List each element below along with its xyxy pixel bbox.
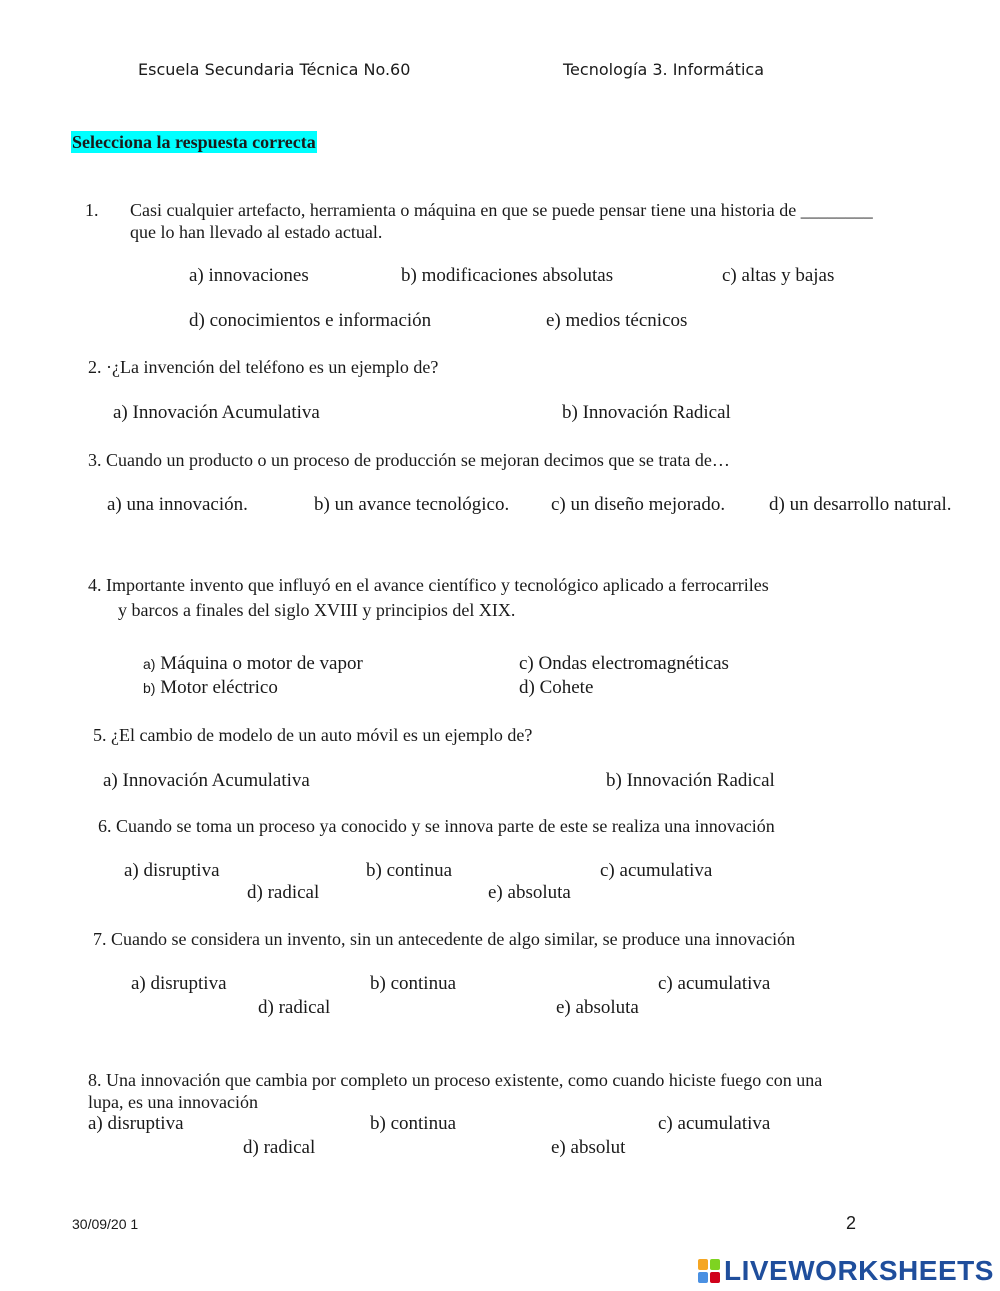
q8-option-a[interactable]: a) disruptiva (88, 1113, 184, 1134)
q1-option-e[interactable]: e) medios técnicos (546, 310, 688, 331)
liveworksheets-logo[interactable] (698, 1256, 994, 1286)
page-number: 2 (846, 1213, 857, 1233)
q6-option-e[interactable]: e) absoluta (488, 882, 571, 903)
q8-option-b[interactable]: b) continua (370, 1113, 457, 1134)
q3-option-d[interactable]: d) un desarrollo natural. (769, 494, 952, 515)
q4-option-d[interactable]: d) Cohete (519, 677, 594, 698)
q4-option-a-letter: a) (143, 656, 156, 672)
q7-option-c[interactable]: c) acumulativa (658, 973, 771, 994)
q1-option-d[interactable]: d) conocimientos e información (189, 310, 432, 331)
footer-date: 30/09/20 1 (72, 1216, 139, 1232)
q5-option-a[interactable]: a) Innovación Acumulativa (103, 770, 310, 791)
question-1-number: 1. (85, 200, 99, 220)
q6-option-b[interactable]: b) continua (366, 860, 453, 881)
q8-option-e[interactable]: e) absolut (551, 1137, 626, 1158)
question-6-text: 6. Cuando se toma un proceso ya conocido y se innova parte de este se realiza una innovación (98, 816, 775, 836)
q7-option-d[interactable]: d) radical (258, 997, 331, 1018)
q7-option-a[interactable]: a) disruptiva (131, 973, 227, 994)
q8-option-d[interactable]: d) radical (243, 1137, 316, 1158)
school-name: Escuela Secundaria Técnica No.60 (138, 60, 411, 79)
q1-option-a[interactable]: a) innovaciones (189, 265, 309, 286)
question-4-text-cont: y barcos a finales del siglo XVIII y principios del XIX. (118, 600, 516, 620)
question-1-text-cont: que lo han llevado al estado actual. (130, 222, 383, 242)
question-8-text: 8. Una innovación que cambia por completo un proceso existente, como cuando hiciste fuego con una (88, 1070, 823, 1090)
q1-option-c[interactable]: c) altas y bajas (722, 265, 835, 286)
q2-option-b[interactable]: b) Innovación Radical (562, 402, 731, 423)
question-1-text: Casi cualquier artefacto, herramienta o máquina en que se puede pensar tiene una historia de ________ (130, 200, 873, 220)
liveworksheets-logo-text: LIVEWORKSHEETS (724, 1255, 994, 1286)
q5-option-b[interactable]: b) Innovación Radical (606, 770, 775, 791)
instruction-heading: Selecciona la respuesta correcta (72, 132, 316, 152)
q4-option-b-letter: b) (143, 680, 156, 696)
q6-option-d[interactable]: d) radical (247, 882, 320, 903)
q7-option-b[interactable]: b) continua (370, 973, 457, 994)
q4-option-b[interactable] (143, 677, 278, 699)
q8-option-c[interactable]: c) acumulativa (658, 1113, 771, 1134)
q2-option-a[interactable]: a) Innovación Acumulativa (113, 402, 320, 423)
question-3-text: 3. Cuando un producto o un proceso de producción se mejoran decimos que se trata de… (88, 450, 730, 470)
subject-title: Tecnología 3. Informática (563, 60, 764, 79)
question-4-text: 4. Importante invento que influyó en el avance científico y tecnológico aplicado a ferrocarriles (88, 575, 769, 595)
question-7-text: 7. Cuando se considera un invento, sin un antecedente de algo similar, se produce una innovación (93, 929, 796, 949)
liveworksheets-logo-icon (698, 1259, 720, 1283)
q4-option-c[interactable]: c) Ondas electromagnéticas (519, 653, 729, 674)
q7-option-e[interactable]: e) absoluta (556, 997, 639, 1018)
q1-option-b[interactable]: b) modificaciones absolutas (401, 265, 614, 286)
q6-option-a[interactable]: a) disruptiva (124, 860, 220, 881)
q4-option-a[interactable] (143, 653, 363, 675)
q6-option-c[interactable]: c) acumulativa (600, 860, 713, 881)
q3-option-c[interactable]: c) un diseño mejorado. (551, 494, 726, 515)
q4-option-b-label: Motor eléctrico (160, 677, 278, 698)
question-8-text-cont: lupa, es una innovación (88, 1092, 258, 1112)
q3-option-a[interactable]: a) una innovación. (107, 494, 248, 515)
question-2-text: 2. ·¿La invención del teléfono es un ejemplo de? (88, 357, 439, 377)
q3-option-b[interactable]: b) un avance tecnológico. (314, 494, 510, 515)
question-5-text: 5. ¿El cambio de modelo de un auto móvil es un ejemplo de? (93, 725, 533, 745)
q4-option-a-label: Máquina o motor de vapor (160, 653, 363, 674)
